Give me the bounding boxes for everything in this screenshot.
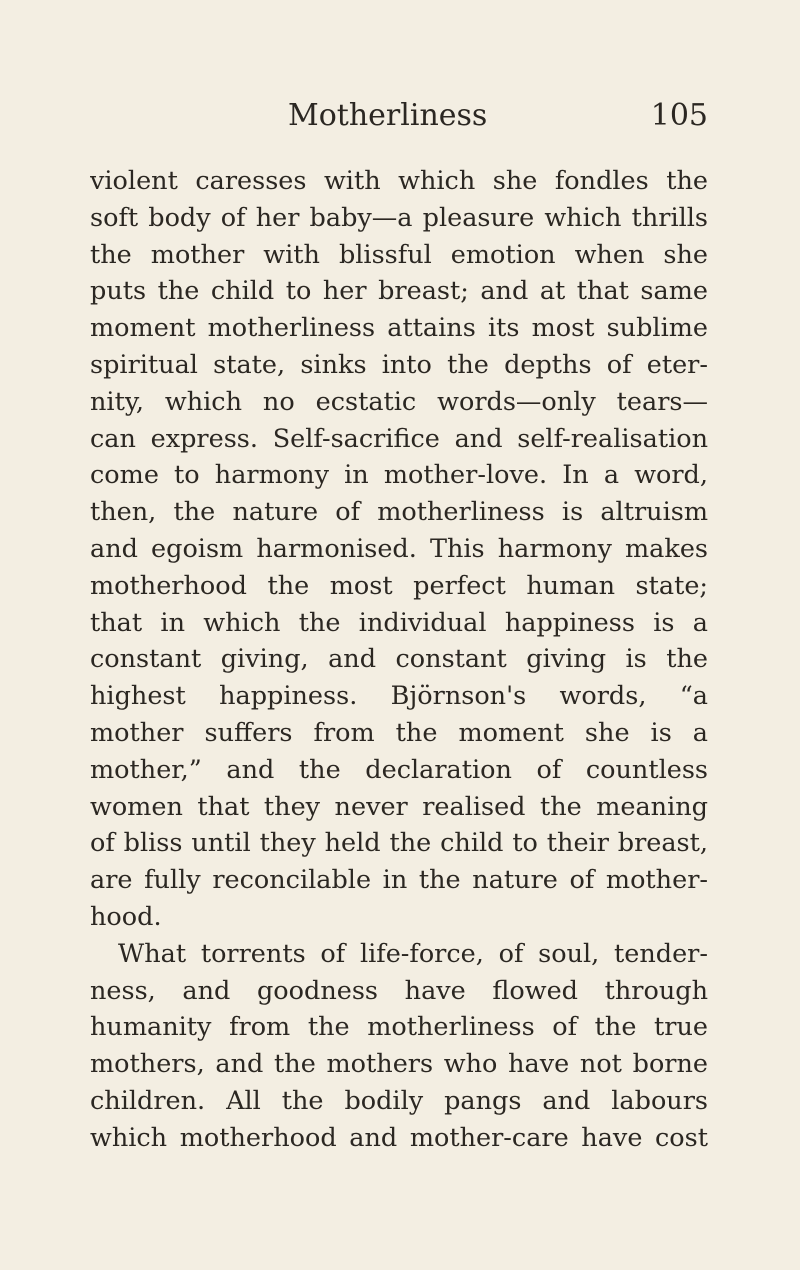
text-line: highest happiness. Björnson's words, “a bbox=[90, 681, 708, 712]
text-line: constant giving, and constant giving is the bbox=[90, 644, 708, 675]
running-title: Motherliness bbox=[288, 98, 488, 133]
body-text bbox=[90, 163, 708, 1157]
text-line: What torrents of life-force, of soul, tender- bbox=[118, 938, 708, 969]
text-line: then, the nature of motherliness is altruism bbox=[90, 497, 708, 528]
text-line: hood. bbox=[90, 901, 162, 932]
text-line: moment motherliness attains its most sublime bbox=[90, 313, 708, 344]
text-line: puts the child to her breast; and at that same bbox=[90, 276, 708, 307]
text-line: of bliss until they held the child to their breast, bbox=[90, 828, 708, 859]
text-line: soft body of her baby—a pleasure which thrills bbox=[90, 202, 708, 233]
text-line: nity, which no ecstatic words—only tears— bbox=[90, 386, 708, 417]
text-line: humanity from the motherliness of the true bbox=[90, 1012, 708, 1043]
text-line: children. All the bodily pangs and labours bbox=[90, 1085, 708, 1116]
paragraph bbox=[90, 163, 708, 936]
text-line: mothers, and the mothers who have not borne bbox=[90, 1049, 708, 1080]
page-number: 105 bbox=[650, 98, 708, 133]
text-line: mother suffers from the moment she is a bbox=[90, 717, 708, 748]
text-line: women that they never realised the meaning bbox=[90, 791, 708, 822]
text-line: spiritual state, sinks into the depths of eter- bbox=[90, 349, 708, 380]
text-line: that in which the individual happiness is a bbox=[90, 607, 708, 638]
text-line: are fully reconcilable in the nature of mother- bbox=[90, 865, 708, 896]
text-line: the mother with blissful emotion when she bbox=[90, 239, 708, 270]
text-line: violent caresses with which she fondles the bbox=[90, 166, 708, 196]
text-line: come to harmony in mother-love. In a word, bbox=[90, 460, 708, 491]
text-line: ness, and goodness have flowed through bbox=[90, 975, 708, 1006]
text-line: which motherhood and mother-care have cost bbox=[90, 1122, 708, 1153]
text-line: motherhood the most perfect human state; bbox=[90, 570, 708, 601]
text-line: mother,” and the declaration of countless bbox=[90, 754, 708, 785]
paragraph bbox=[90, 936, 708, 1157]
text-line: can express. Self-sacrifice and self-realisation bbox=[90, 423, 708, 454]
text-line: and egoism harmonised. This harmony makes bbox=[90, 533, 708, 564]
running-head bbox=[90, 96, 708, 136]
